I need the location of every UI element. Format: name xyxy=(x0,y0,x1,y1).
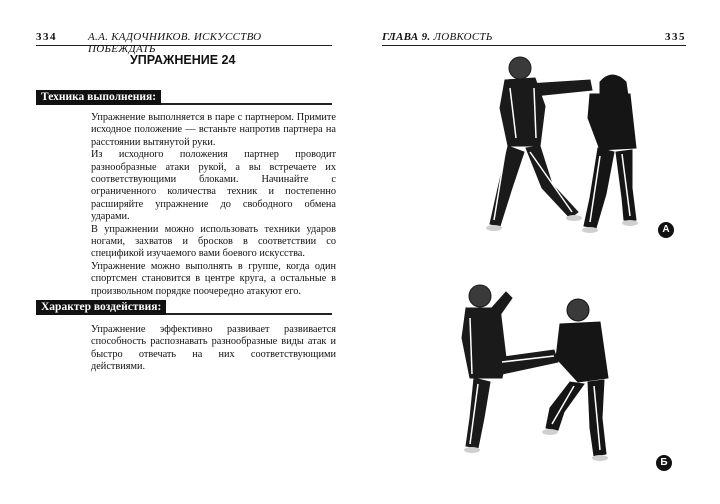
section-heading-technique: Техника выполнения: xyxy=(36,90,161,105)
paragraph: Упражнение можно выполнять в группе, когда один спортсмен становится в центре круга, а остальные в произвольном порядке поочередно атакуют его. xyxy=(91,260,336,297)
left-page-number: 334 xyxy=(36,31,57,43)
right-page xyxy=(360,0,720,504)
right-page-number: 335 xyxy=(665,31,686,43)
photo-b xyxy=(450,278,650,468)
paragraph: В упражнении можно использовать техники ударов ногами, захватов и бросков в соответствии со спецификой изучаемого вами боевого искусства. xyxy=(91,223,336,260)
chapter-head xyxy=(382,31,493,43)
exercise-title: УПРАЖНЕНИЕ 24 xyxy=(130,53,236,67)
photo-label-a: А xyxy=(658,222,674,238)
section-heading-effect: Характер воздействия: xyxy=(36,300,166,315)
left-page-header xyxy=(36,31,332,55)
photo-a xyxy=(450,48,670,243)
paragraph: Упражнение выполняется в паре с партнером. Примите исходное положение — встаньте напротив партнера на расстоянии вытянутой руки. xyxy=(91,112,336,148)
running-head: А.А. КАДОЧНИКОВ. ИСКУССТВО ПОБЕЖДАТЬ xyxy=(88,31,262,55)
paragraph: Из исходного положения партнер проводит разнообразные атаки рукой, а вы встречаете их соответствующими блоками. Начинайте с ограниченного количества техник и постепенно расширяйте упражнение до свободного обмена ударами. xyxy=(91,149,336,223)
right-page-header xyxy=(382,31,686,46)
paragraph: Упражнение эффективно развивает развивается способность распознавать разнообразные виды атак и быстро отвечать на них соответствующими действиями. xyxy=(91,324,336,373)
chapter-number: ГЛАВА 9. xyxy=(382,31,431,43)
technique-text xyxy=(91,112,336,298)
chapter-title: ЛОВКОСТЬ xyxy=(433,31,493,43)
effect-text xyxy=(91,324,336,374)
photo-label-b: Б xyxy=(656,455,672,471)
